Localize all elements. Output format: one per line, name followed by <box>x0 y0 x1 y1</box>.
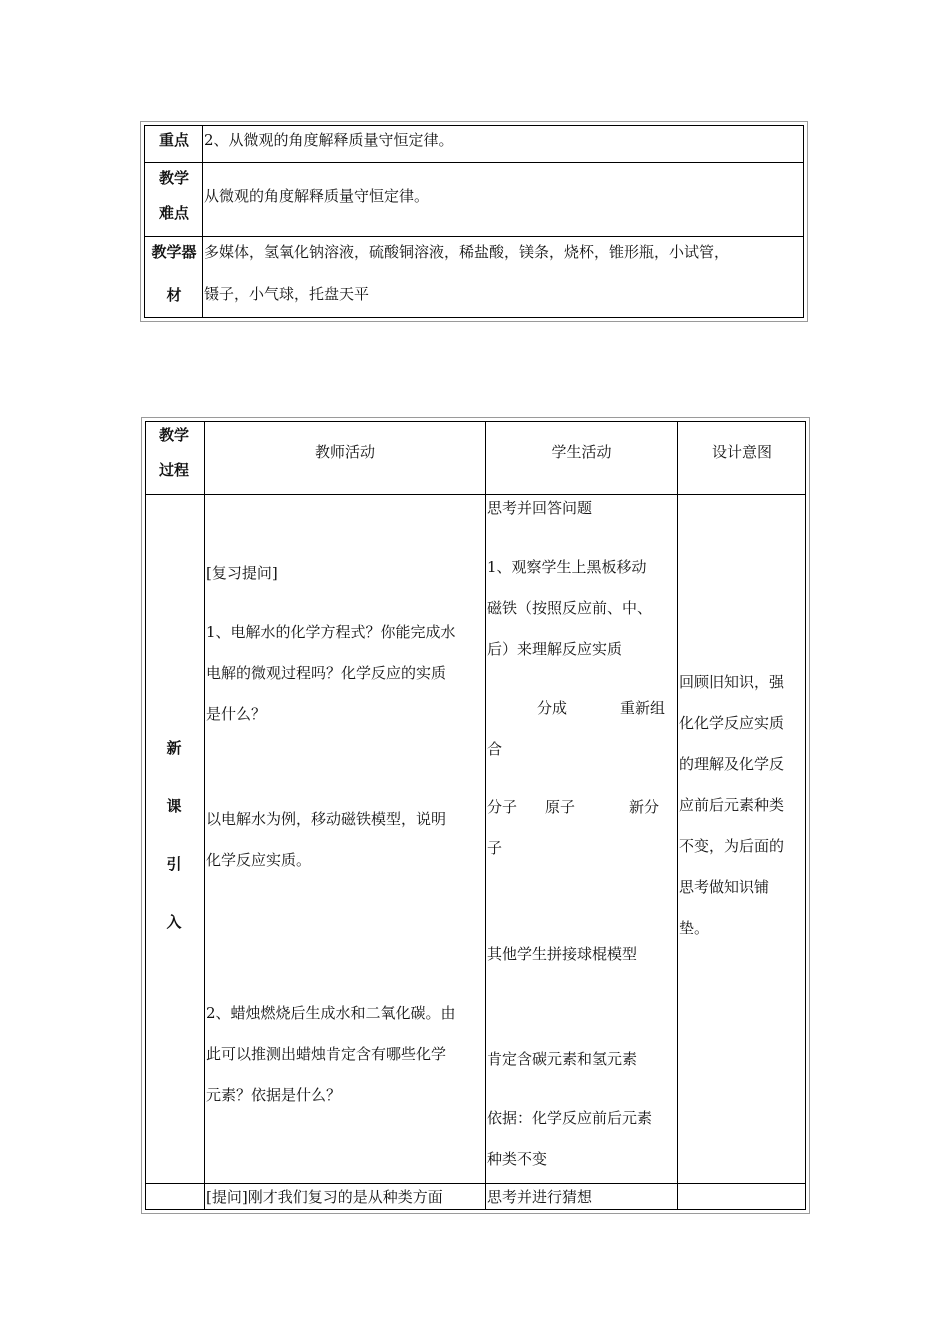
teacher-line: 2、蜡烛燃烧后生成水和二氧化碳。由 <box>206 1004 456 1022</box>
header-design-intent: 设计意图 <box>711 443 772 461</box>
process-table-col-divider <box>677 421 678 1210</box>
student-line: 分子 <box>487 798 518 816</box>
intent-line: 不变，为后面的 <box>679 837 785 855</box>
materials-content: 镊子，小气球，托盘天平 <box>204 285 370 303</box>
intent-line: 垫。 <box>679 919 710 937</box>
header-student-activity: 学生活动 <box>551 443 612 461</box>
student-line: 其他学生拼接球棍模型 <box>487 945 638 963</box>
student-line: 种类不变 <box>487 1150 548 1168</box>
materials-content: 多媒体，氢氧化钠溶液，硫酸铜溶液，稀盐酸，镁条，烧杯，锥形瓶，小试管， <box>204 243 730 261</box>
section-label: 引 <box>166 855 182 873</box>
header-process: 过程 <box>158 461 189 479</box>
info-table-row-divider <box>144 236 804 237</box>
student-line: 思考并回答问题 <box>487 499 593 517</box>
intent-line: 的理解及化学反 <box>679 755 785 773</box>
teacher-line: 元素？依据是什么？ <box>206 1086 342 1104</box>
materials-label: 材 <box>166 286 182 304</box>
process-table-col-divider <box>204 421 205 1210</box>
student-line: 后）来理解反应实质 <box>487 640 623 658</box>
info-table-row-divider <box>144 162 804 163</box>
process-table-col-divider <box>485 421 486 1210</box>
student-line: 原子 <box>545 798 576 816</box>
student-line: 磁铁（按照反应前、中、 <box>487 599 653 617</box>
teacher-line: 1、电解水的化学方程式？你能完成水 <box>206 623 456 641</box>
header-teacher-activity: 教师活动 <box>314 443 375 461</box>
intent-line: 化化学反应实质 <box>679 714 785 732</box>
teacher-line: 电解的微观过程吗？化学反应的实质 <box>206 664 447 682</box>
teacher-line: 以电解水为例，移动磁铁模型，说明 <box>206 810 447 828</box>
teacher-line: [复习提问] <box>206 564 278 582</box>
student-line: 分成 <box>537 699 568 717</box>
teacher-line: 化学反应实质。 <box>206 851 312 869</box>
teacher-line: 此可以推测出蜡烛肯定含有哪些化学 <box>206 1045 447 1063</box>
materials-label: 教学器 <box>151 243 197 261</box>
process-table-row-divider <box>145 1183 806 1184</box>
section-label: 新 <box>166 739 182 757</box>
student-line: 重新组 <box>620 699 666 717</box>
student-line: 新分 <box>629 798 660 816</box>
intent-line: 思考做知识铺 <box>679 878 770 896</box>
info-table-col-divider <box>202 125 203 318</box>
intent-line: 应前后元素种类 <box>679 796 785 814</box>
student-line: 1、观察学生上黑板移动 <box>487 558 647 576</box>
teacher-line: 是什么？ <box>206 705 267 723</box>
difficulty-content: 从微观的角度解释质量守恒定律。 <box>204 187 430 205</box>
intent-line: 回顾旧知识，强 <box>679 673 785 691</box>
student-line: 思考并进行猜想 <box>487 1188 593 1206</box>
student-line: 子 <box>487 839 503 857</box>
header-process: 教学 <box>158 426 189 444</box>
difficulty-label: 难点 <box>158 204 189 222</box>
key-point-label: 重点 <box>158 131 189 149</box>
difficulty-label: 教学 <box>158 169 189 187</box>
teacher-line: [提问]刚才我们复习的是从种类方面 <box>206 1188 443 1206</box>
student-line: 肯定含碳元素和氢元素 <box>487 1050 638 1068</box>
process-table-header-divider <box>145 494 806 495</box>
section-label: 课 <box>166 797 182 815</box>
key-point-content: 2、从微观的角度解释质量守恒定律。 <box>204 131 454 149</box>
student-line: 依据：化学反应前后元素 <box>487 1109 653 1127</box>
section-label: 入 <box>166 913 182 931</box>
student-line: 合 <box>487 740 503 758</box>
